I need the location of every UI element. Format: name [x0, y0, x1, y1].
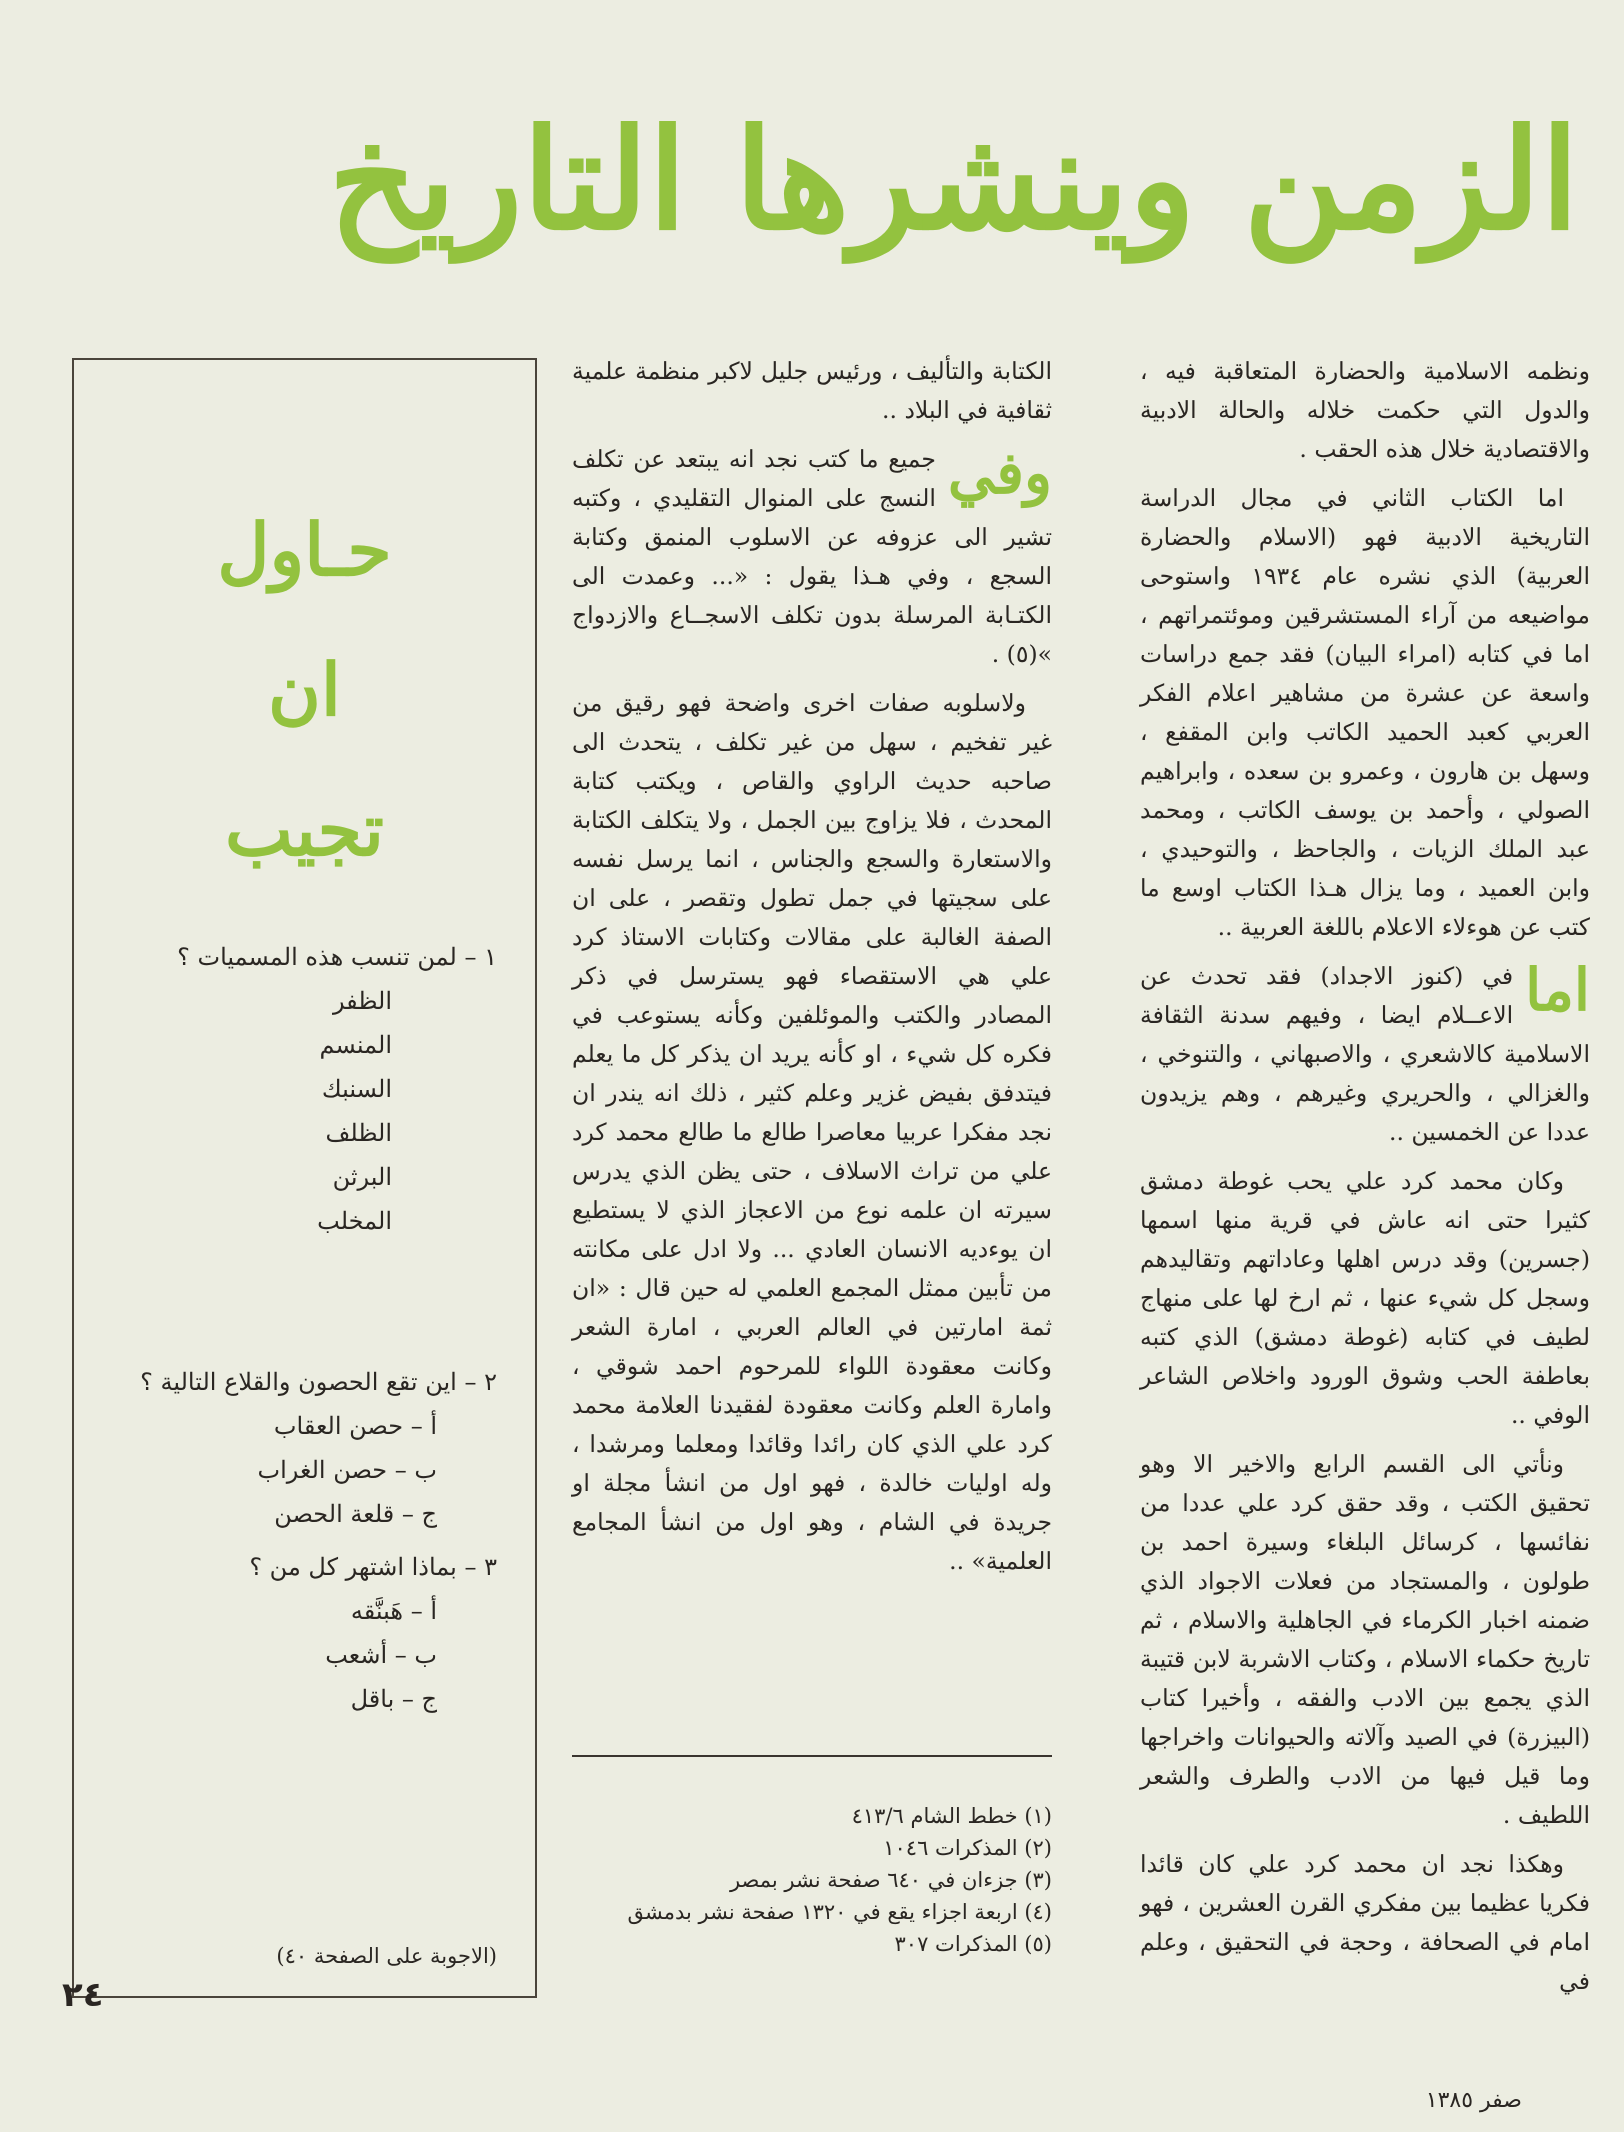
paragraph-text: في (كنوز الاجداد) فقد تحدث عن الاعــلام ايضا ، وفيهم سدنة الثقافة الاسلامية كالاشعري ، والاصبهاني ، والتنوخي ، والغزالي ، والحريري وغيرهم ، وهم يزيدون عددا عن الخمسين .. [1140, 962, 1590, 1146]
question-text: ٣ – بماذا اشتهر كل من ؟ [249, 1553, 497, 1581]
article-title: الزمن وينشرها التاريخ [328, 98, 1579, 261]
quiz-heading [74, 480, 535, 900]
quiz-question-1 [177, 935, 497, 1243]
quiz-heading-line: ان [268, 647, 341, 732]
paragraph: اما الكتاب الثاني في مجال الدراسة التاريخية الادبية فهو (الاسلام والحضارة العربية) الذي نشره عام ١٩٣٤ واستوحى مواضيعه من آراء المستشرقين وموئتمراتهم ، اما في كتابه (امراء البيان) فقد جمع دراسات واسعة عن عشرة من مشاهير اعلام الفكر العربي كعبد الحميد الكاتب وابن المقفع ، وسهل بن هارون ، وعمرو بن سعده ، وابراهيم الصولي ، وأحمد بن يوسف الكاتب ، ومحمد عبد الملك الزيات ، والجاحظ ، والتوحيدي ، وابن العميد ، وما يزال هـذا الكتاب اوسع ما كتب عن هوءلاء الاعلام باللغة العربية .. [1140, 484, 1590, 941]
answer-option: أ – هَبنَّقه [350, 1597, 437, 1625]
paragraph: ولاسلوبه صفات اخرى واضحة فهو رقيق من غير تفخيم ، سهل من غير تكلف ، يتحدث الى صاحبه حديث الراوي والقاص ، ويكتب كتابة المحدث ، فلا يزاوج بين الجمل ، ولا يتكلف الكتابة والاستعارة والسجع والجناس ، انما يرسل نفسه على سجيتها في جمل تطول وتقصر ، على ان الصفة الغالبة على مقالات وكتابات الاستاذ كرد علي هي الاستقصاء فهو يسترسل في ذكر المصادر والكتب والموئلفين وكأنه يستوعب في فكره كل شيء ، او كأنه يريد ان يذكر كل ما يعلم فيتدفق بفيض غزير وعلم كثير ، ذلك انه يندر ان نجد مفكرا عربيا معاصرا طالع ما طالع محمد كرد علي من تراث الاسلاف ، حتى يظن الذي يدرس سيرته ان علمه نوع من الاعجاز الذي لا يستطيع ان يوءديه الانسان العادي ... ولا ادل على مكانته من تأبين ممثل المجمع العلمي له حين قال : «ان ثمة امارتين في العالم العربي ، امارة الشعر وكانت معقودة اللواء للمرحوم احمد شوقي ، وامارة العلم وكانت معقودة لفقيدنا العلامة محمد كرد علي الذي كان رائدا وقائدا ومعلما ومرشدا ، وله اوليات خالدة ، فهو اول من انشأ مجلة او جريدة في الشام ، وهو اول من انشأ المجامع العلمية» .. [572, 689, 1052, 1575]
article-column-middle [572, 352, 1052, 1591]
question-text: ٢ – اين تقع الحصون والقلاع التالية ؟ [140, 1368, 497, 1396]
footnote: (١) خطط الشام ٤١٣/٦ [851, 1804, 1052, 1828]
answer-option: ب – أشعب [325, 1641, 437, 1669]
answer-option: الظلف [325, 1119, 392, 1147]
answer-option: ج – قلعة الحصن [274, 1500, 437, 1528]
question-text: ١ – لمن تنسب هذه المسميات ؟ [177, 943, 497, 971]
answers-reference: (الاجوبة على الصفحة ٤٠) [276, 1944, 497, 1968]
answer-option: السنبك [321, 1075, 392, 1103]
answer-option: المخلب [317, 1207, 392, 1235]
drop-cap: اما [1525, 956, 1590, 1024]
paragraph [1140, 957, 1590, 1152]
paragraph: ونظمه الاسلامية والحضارة المتعاقبة فيه ، والدول التي حكمت خلاله والحالة الادبية والاقتصادية خلال هذه الحقب . [1140, 357, 1590, 463]
quiz-heading-line: حـاول [217, 507, 392, 592]
paragraph: وكان محمد كرد علي يحب غوطة دمشق كثيرا حتى انه عاش في قرية منها اسمها (جسرين) وقد درس اهلها وعاداتهم وتقاليدهم وسجل كل شيء عنها ، ثم ارخ لها على منهاج لطيف في كتابه (غوطة دمشق) الذي كتبه بعاطفة الحب وشوق الورود واخلاص الشاعر الوفي .. [1140, 1167, 1590, 1429]
answer-option: المنسم [319, 1031, 392, 1059]
answer-option: ج – باقل [350, 1685, 437, 1713]
drop-cap: وفي [947, 439, 1052, 507]
paragraph: ونأتي الى القسم الرابع والاخير الا وهو تحقيق الكتب ، وقد حقق كرد علي عددا من نفائسها ، كرسائل البلغاء وسيرة احمد بن طولون ، والمستجاد من فعلات الاجواد الذي ضمنه اخبار الكرماء في الجاهلية والاسلام ، ثم تاريخ حكماء الاسلام ، وكتاب الاشربة لابن قتيبة الذي يجمع بين الادب والفقه ، وأخيرا كتاب (البيزرة) في الصيد وآلاته والحيوانات واخراجها وما قيل فيها من الادب والطرف والشعر اللطيف . [1140, 1450, 1590, 1829]
footnote: (٥) المذكرات ٣٠٧ [894, 1932, 1052, 1956]
answer-option: أ – حصن العقاب [273, 1412, 437, 1440]
quiz-question-2 [140, 1360, 497, 1536]
quiz-box [72, 358, 537, 1998]
article-column-right [1140, 352, 1590, 2011]
paragraph-text: جميع ما كتب نجد انه يبتعد عن تكلف النسج على المنوال التقليدي ، وكتبه تشير الى عزوفه عن الاسلوب المنمق وكتابة السجع ، وفي هـذا يقول : «... وعمدت الى الكتـابة المرسلة بدون تكلف الاسجــاع والازدواج »(٥) . [572, 445, 1052, 668]
issue-date: صفر ١٣٨٥ [1425, 2088, 1522, 2113]
paragraph [572, 440, 1052, 674]
footnote: (٣) جزءان في ٦٤٠ صفحة نشر بمصر [729, 1868, 1052, 1892]
answer-option: ب – حصن الغراب [257, 1456, 437, 1484]
answer-option: البرثن [332, 1163, 392, 1191]
answer-option: الظفر [332, 987, 392, 1015]
footnotes [572, 1800, 1052, 1960]
quiz-heading-line: تجيب [225, 787, 384, 872]
paragraph: الكتابة والتأليف ، ورئيس جليل لاكبر منظمة علمية ثقافية في البلاد .. [572, 357, 1052, 424]
footnote-divider [572, 1755, 1052, 1757]
footnote: (٢) المذكرات ١٠٤٦ [883, 1836, 1052, 1860]
quiz-question-3 [249, 1545, 497, 1721]
page-number: ٢٤ [62, 1975, 104, 2015]
paragraph: وهكذا نجد ان محمد كرد علي كان قائدا فكريا عظيما بين مفكري القرن العشرين ، فهو امام في الصحافة ، وحجة في التحقيق ، وعلم في [1140, 1850, 1590, 1995]
footnote: (٤) اربعة اجزاء يقع في ١٣٢٠ صفحة نشر بدمشق [627, 1900, 1052, 1924]
